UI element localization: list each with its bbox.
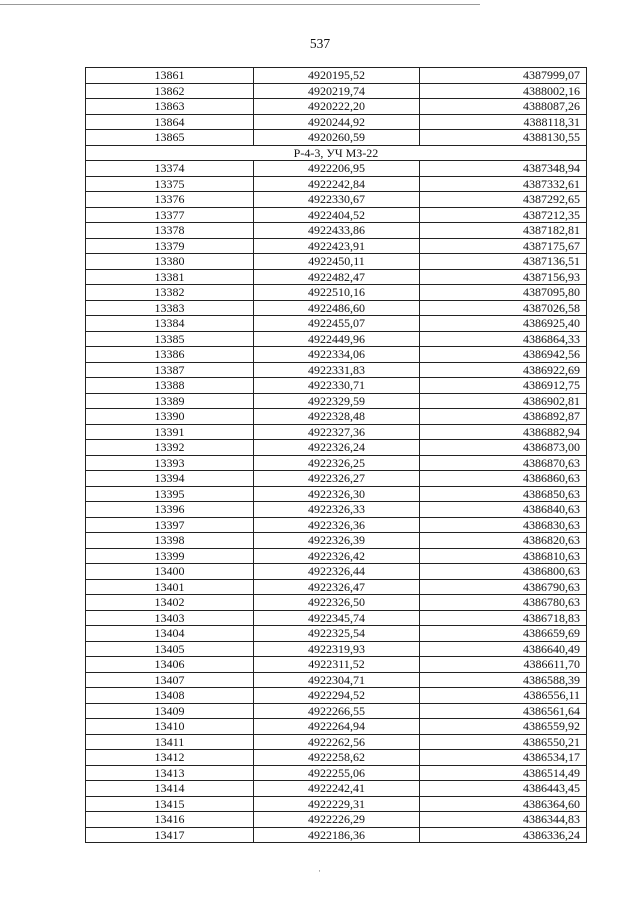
- y-coordinate-cell: 4386810,63: [420, 548, 587, 564]
- table-row: [86, 827, 587, 843]
- point-number-cell: 13400: [86, 564, 254, 580]
- point-number-cell: 13393: [86, 455, 254, 471]
- coordinates-table: [85, 67, 587, 843]
- table-row: [86, 83, 587, 99]
- y-coordinate-cell: 4386882,94: [420, 424, 587, 440]
- x-coordinate-cell: 4922433,86: [254, 223, 420, 239]
- x-coordinate-cell: 4922334,06: [254, 347, 420, 363]
- y-coordinate-cell: 4386850,63: [420, 486, 587, 502]
- point-number-cell: 13381: [86, 269, 254, 285]
- point-number-cell: 13386: [86, 347, 254, 363]
- y-coordinate-cell: 4387212,35: [420, 207, 587, 223]
- table-row: [86, 812, 587, 828]
- point-number-cell: 13387: [86, 362, 254, 378]
- point-number-cell: 13414: [86, 781, 254, 797]
- y-coordinate-cell: 4388002,16: [420, 83, 587, 99]
- y-coordinate-cell: 4388118,31: [420, 114, 587, 130]
- point-number-cell: 13375: [86, 176, 254, 192]
- x-coordinate-cell: 4922311,52: [254, 657, 420, 673]
- x-coordinate-cell: 4922423,91: [254, 238, 420, 254]
- table-row: [86, 176, 587, 192]
- y-coordinate-cell: 4386514,49: [420, 765, 587, 781]
- point-number-cell: 13399: [86, 548, 254, 564]
- table-row: [86, 316, 587, 332]
- table-row: [86, 455, 587, 471]
- section-header-group: [86, 145, 587, 161]
- point-number-cell: 13406: [86, 657, 254, 673]
- table-row: [86, 517, 587, 533]
- x-coordinate-cell: 4922319,93: [254, 641, 420, 657]
- y-coordinate-cell: 4386588,39: [420, 672, 587, 688]
- x-coordinate-cell: 4922186,36: [254, 827, 420, 843]
- table-row: [86, 424, 587, 440]
- point-number-cell: 13403: [86, 610, 254, 626]
- y-coordinate-cell: 4386864,33: [420, 331, 587, 347]
- y-coordinate-cell: 4386534,17: [420, 750, 587, 766]
- y-coordinate-cell: 4387348,94: [420, 161, 587, 177]
- table-row: [86, 347, 587, 363]
- table-row: [86, 192, 587, 208]
- x-coordinate-cell: 4922331,83: [254, 362, 420, 378]
- point-number-cell: 13863: [86, 99, 254, 115]
- x-coordinate-cell: 4920244,92: [254, 114, 420, 130]
- point-number-cell: 13401: [86, 579, 254, 595]
- table-row: [86, 579, 587, 595]
- table-row: [86, 533, 587, 549]
- table-row: [86, 300, 587, 316]
- table-row: [86, 130, 587, 146]
- x-coordinate-cell: 4922242,84: [254, 176, 420, 192]
- y-coordinate-cell: 4386364,60: [420, 796, 587, 812]
- point-number-cell: 13394: [86, 471, 254, 487]
- y-coordinate-cell: 4386640,49: [420, 641, 587, 657]
- table-row: [86, 564, 587, 580]
- point-number-cell: 13382: [86, 285, 254, 301]
- point-number-cell: 13389: [86, 393, 254, 409]
- table-row: [86, 672, 587, 688]
- point-number-cell: 13865: [86, 130, 254, 146]
- table-row: [86, 719, 587, 735]
- x-coordinate-cell: 4922329,59: [254, 393, 420, 409]
- point-number-cell: 13862: [86, 83, 254, 99]
- y-coordinate-cell: 4387175,67: [420, 238, 587, 254]
- x-coordinate-cell: 4922326,24: [254, 440, 420, 456]
- x-coordinate-cell: 4920222,20: [254, 99, 420, 115]
- x-coordinate-cell: 4922304,71: [254, 672, 420, 688]
- y-coordinate-cell: 4387156,93: [420, 269, 587, 285]
- x-coordinate-cell: 4922326,44: [254, 564, 420, 580]
- point-number-cell: 13412: [86, 750, 254, 766]
- scan-speck: ·: [318, 866, 321, 876]
- point-number-cell: 13864: [86, 114, 254, 130]
- point-number-cell: 13379: [86, 238, 254, 254]
- y-coordinate-cell: 4386820,63: [420, 533, 587, 549]
- x-coordinate-cell: 4922326,42: [254, 548, 420, 564]
- x-coordinate-cell: 4922266,55: [254, 703, 420, 719]
- table-row: [86, 331, 587, 347]
- table-row: [86, 703, 587, 719]
- table-row: [86, 502, 587, 518]
- y-coordinate-cell: 4387292,65: [420, 192, 587, 208]
- y-coordinate-cell: 4387182,81: [420, 223, 587, 239]
- x-coordinate-cell: 4922482,47: [254, 269, 420, 285]
- table-row: [86, 750, 587, 766]
- point-number-cell: 13390: [86, 409, 254, 425]
- point-number-cell: 13384: [86, 316, 254, 332]
- y-coordinate-cell: 4386344,83: [420, 812, 587, 828]
- y-coordinate-cell: 4386860,63: [420, 471, 587, 487]
- x-coordinate-cell: 4922294,52: [254, 688, 420, 704]
- point-number-cell: 13380: [86, 254, 254, 270]
- point-number-cell: 13376: [86, 192, 254, 208]
- y-coordinate-cell: 4386830,63: [420, 517, 587, 533]
- point-number-cell: 13378: [86, 223, 254, 239]
- y-coordinate-cell: 4388087,26: [420, 99, 587, 115]
- y-coordinate-cell: 4387026,58: [420, 300, 587, 316]
- table-body-top: [86, 68, 587, 146]
- x-coordinate-cell: 4920260,59: [254, 130, 420, 146]
- table-row: [86, 409, 587, 425]
- table-row: [86, 378, 587, 394]
- table-row: [86, 393, 587, 409]
- table-row: [86, 254, 587, 270]
- x-coordinate-cell: 4922326,50: [254, 595, 420, 611]
- point-number-cell: 13408: [86, 688, 254, 704]
- y-coordinate-cell: 4386336,24: [420, 827, 587, 843]
- point-number-cell: 13397: [86, 517, 254, 533]
- table-row: [86, 362, 587, 378]
- y-coordinate-cell: 4387999,07: [420, 68, 587, 84]
- table-row: [86, 161, 587, 177]
- table-row: [86, 207, 587, 223]
- table-row: [86, 471, 587, 487]
- x-coordinate-cell: 4922327,36: [254, 424, 420, 440]
- point-number-cell: 13404: [86, 626, 254, 642]
- x-coordinate-cell: 4922326,33: [254, 502, 420, 518]
- point-number-cell: 13383: [86, 300, 254, 316]
- x-coordinate-cell: 4922404,52: [254, 207, 420, 223]
- point-number-cell: 13410: [86, 719, 254, 735]
- point-number-cell: 13415: [86, 796, 254, 812]
- x-coordinate-cell: 4922264,94: [254, 719, 420, 735]
- page-number: 537: [309, 36, 331, 51]
- x-coordinate-cell: 4922330,71: [254, 378, 420, 394]
- table-row: [86, 440, 587, 456]
- x-coordinate-cell: 4920195,52: [254, 68, 420, 84]
- y-coordinate-cell: 4386800,63: [420, 564, 587, 580]
- point-number-cell: 13391: [86, 424, 254, 440]
- point-number-cell: 13409: [86, 703, 254, 719]
- table-body-main: [86, 161, 587, 843]
- table-row: [86, 548, 587, 564]
- table-row: [86, 657, 587, 673]
- table-row: [86, 238, 587, 254]
- y-coordinate-cell: 4386718,83: [420, 610, 587, 626]
- x-coordinate-cell: 4922326,47: [254, 579, 420, 595]
- x-coordinate-cell: 4922450,11: [254, 254, 420, 270]
- x-coordinate-cell: 4922328,48: [254, 409, 420, 425]
- table-row: [86, 285, 587, 301]
- x-coordinate-cell: 4922258,62: [254, 750, 420, 766]
- x-coordinate-cell: 4922486,60: [254, 300, 420, 316]
- table-row: [86, 641, 587, 657]
- point-number-cell: 13417: [86, 827, 254, 843]
- x-coordinate-cell: 4922455,07: [254, 316, 420, 332]
- point-number-cell: 13392: [86, 440, 254, 456]
- y-coordinate-cell: 4386659,69: [420, 626, 587, 642]
- x-coordinate-cell: 4922229,31: [254, 796, 420, 812]
- y-coordinate-cell: 4386556,11: [420, 688, 587, 704]
- y-coordinate-cell: 4386611,70: [420, 657, 587, 673]
- table-row: [86, 781, 587, 797]
- x-coordinate-cell: 4922206,95: [254, 161, 420, 177]
- y-coordinate-cell: 4386902,81: [420, 393, 587, 409]
- table-row: [86, 114, 587, 130]
- point-number-cell: 13402: [86, 595, 254, 611]
- section-header-row: [86, 145, 587, 161]
- point-number-cell: 13411: [86, 734, 254, 750]
- y-coordinate-cell: 4386561,64: [420, 703, 587, 719]
- table-row: [86, 68, 587, 84]
- point-number-cell: 13405: [86, 641, 254, 657]
- x-coordinate-cell: 4922325,54: [254, 626, 420, 642]
- table-row: [86, 765, 587, 781]
- x-coordinate-cell: 4922255,06: [254, 765, 420, 781]
- x-coordinate-cell: 4922326,25: [254, 455, 420, 471]
- y-coordinate-cell: 4386942,56: [420, 347, 587, 363]
- table-row: [86, 688, 587, 704]
- table-row: [86, 796, 587, 812]
- y-coordinate-cell: 4386892,87: [420, 409, 587, 425]
- table-row: [86, 223, 587, 239]
- table-row: [86, 610, 587, 626]
- y-coordinate-cell: 4386925,40: [420, 316, 587, 332]
- table-row: [86, 486, 587, 502]
- y-coordinate-cell: 4386559,92: [420, 719, 587, 735]
- point-number-cell: 13396: [86, 502, 254, 518]
- x-coordinate-cell: 4922262,56: [254, 734, 420, 750]
- x-coordinate-cell: 4922326,39: [254, 533, 420, 549]
- point-number-cell: 13861: [86, 68, 254, 84]
- x-coordinate-cell: 4922226,29: [254, 812, 420, 828]
- point-number-cell: 13413: [86, 765, 254, 781]
- table-row: [86, 626, 587, 642]
- table-row: [86, 595, 587, 611]
- x-coordinate-cell: 4922510,16: [254, 285, 420, 301]
- top-rule: [0, 4, 480, 5]
- y-coordinate-cell: 4386443,45: [420, 781, 587, 797]
- table-row: [86, 734, 587, 750]
- table-row: [86, 269, 587, 285]
- point-number-cell: 13407: [86, 672, 254, 688]
- y-coordinate-cell: 4387095,80: [420, 285, 587, 301]
- point-number-cell: 13416: [86, 812, 254, 828]
- y-coordinate-cell: 4386550,21: [420, 734, 587, 750]
- point-number-cell: 13385: [86, 331, 254, 347]
- x-coordinate-cell: 4922326,27: [254, 471, 420, 487]
- y-coordinate-cell: 4386922,69: [420, 362, 587, 378]
- x-coordinate-cell: 4922330,67: [254, 192, 420, 208]
- point-number-cell: 13398: [86, 533, 254, 549]
- point-number-cell: 13377: [86, 207, 254, 223]
- y-coordinate-cell: 4386840,63: [420, 502, 587, 518]
- x-coordinate-cell: 4922326,30: [254, 486, 420, 502]
- y-coordinate-cell: 4386780,63: [420, 595, 587, 611]
- y-coordinate-cell: 4386912,75: [420, 378, 587, 394]
- x-coordinate-cell: 4922449,96: [254, 331, 420, 347]
- x-coordinate-cell: 4922345,74: [254, 610, 420, 626]
- section-title: Р-4-3, УЧ МЗ-22: [86, 145, 587, 161]
- y-coordinate-cell: 4387136,51: [420, 254, 587, 270]
- y-coordinate-cell: 4386790,63: [420, 579, 587, 595]
- x-coordinate-cell: 4922326,36: [254, 517, 420, 533]
- x-coordinate-cell: 4922242,41: [254, 781, 420, 797]
- point-number-cell: 13374: [86, 161, 254, 177]
- x-coordinate-cell: 4920219,74: [254, 83, 420, 99]
- point-number-cell: 13395: [86, 486, 254, 502]
- y-coordinate-cell: 4388130,55: [420, 130, 587, 146]
- y-coordinate-cell: 4386873,00: [420, 440, 587, 456]
- table-row: [86, 99, 587, 115]
- y-coordinate-cell: 4387332,61: [420, 176, 587, 192]
- point-number-cell: 13388: [86, 378, 254, 394]
- y-coordinate-cell: 4386870,63: [420, 455, 587, 471]
